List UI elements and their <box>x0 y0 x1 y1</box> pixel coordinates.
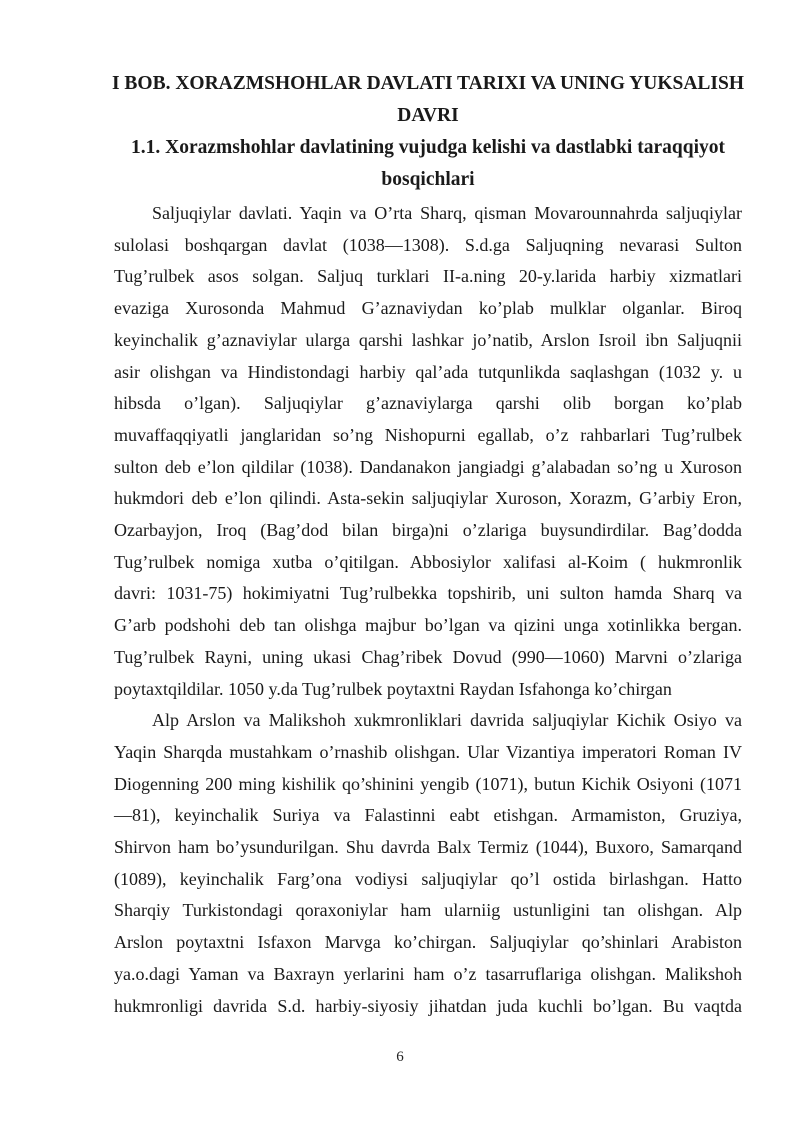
text-line: evaziga Xurosonda Mahmud G’aznaviydan ko’plab mulklar olganlar. Biroq <box>114 298 742 319</box>
body-text <box>114 198 742 1022</box>
chapter-title-line-1: I BOB. XORAZMSHOHLAR DAVLATI TARIXI VA UNING YUKSALISH <box>111 73 745 94</box>
text-line: hukmronligi davrida S.d. harbiy-siyosiy jihatdan juda kuchli bo’lgan. Bu vaqtda <box>114 995 742 1016</box>
section-title-line-1: 1.1. Xorazmshohlar davlatining vujudga kelishi va dastlabki taraqqiyot <box>131 137 725 158</box>
text-line: Shirvon ham bo’ysundurilgan. Shu davrda Balx Termiz (1044), Buxoro, Samarqand <box>114 837 742 858</box>
paragraph-alp-arslon-malikshoh <box>114 705 742 1022</box>
text-line: hukmdori deb e’lon qilindi. Asta-sekin saljuqiylar Xuroson, Xorazm, G’arbiy Eron, <box>114 488 742 509</box>
text-line: Diogenning 200 ming kishilik qo’shinini yengib (1071), butun Kichik Osiyoni (1071 <box>114 773 742 794</box>
text-line: asir olishgan va Hindistondagi harbiy qal’ada tutqunlikda saqlashgan (1032 y. u <box>114 361 742 382</box>
text-line: (1089), keyinchalik Farg’ona vodiysi saljuqiylar qo’l ostida birlashgan. Hatto <box>114 868 742 889</box>
text-line: Sharqiy Turkistondagi qoraxoniylar ham ularniig ustunligini tan olishgan. Alp <box>114 900 742 921</box>
heading-block <box>100 68 756 196</box>
chapter-title-line-2: DAVRI <box>397 105 459 126</box>
text-line: Tug’rulbek asos solgan. Saljuq turklari II-a.ning 20-y.larida harbiy xizmatlari <box>114 266 742 287</box>
text-line: Arslon poytaxtni Isfaxon Marvga ko’chirgan. Saljuqiylar qo’shinlari Arabiston <box>114 932 742 953</box>
text-line: Yaqin Sharqda mustahkam o’rnashib olishgan. Ular Vizantiya imperatori Roman IV <box>114 741 742 762</box>
text-line: sulton deb e’lon qildilar (1038). Dandanakon jangiadgi g’alabadan so’ng u Xuroson <box>114 456 742 477</box>
text-line: ya.o.dagi Yaman va Baxrayn yerlarini ham o’z tasarruflariga olishgan. Malikshoh <box>114 963 742 984</box>
text-line: Tug’rulbek Rayni, uning ukasi Chag’ribek Dovud (990—1060) Marvni o’zlariga <box>114 646 742 667</box>
paragraph-seljuk-state <box>114 198 742 705</box>
text-line: Tug’rulbek nomiga xutba o’qitilgan. Abbosiylor xalifasi al-Koim ( hukmronlik <box>114 551 742 572</box>
text-line: Ozarbayjon, Iroq (Bag’dod bilan birga)ni o’zlariga buysundirdilar. Bag’dodda <box>114 520 742 541</box>
text-line: —81), keyinchalik Suriya va Falastinni eabt etishgan. Armamiston, Gruziya, <box>114 805 742 826</box>
text-line: Saljuqiylar davlati. Yaqin va O’rta Sharq, qisman Movarounnahrda saljuqiylar <box>152 203 742 223</box>
text-line: sulolasi boshqargan davlat (1038—1308). S.d.ga Saljuqning nevarasi Sulton <box>114 234 742 255</box>
page-number: 6 <box>396 1049 404 1065</box>
text-line: G’arb podshohi deb tan olishga majbur bo’lgan va qizini unga xotinlikka bergan. <box>114 615 742 636</box>
text-line: Alp Arslon va Malikshoh xukmronliklari davrida saljuqiylar Kichik Osiyo va <box>152 710 742 731</box>
text-line: davri: 1031-75) hokimiyatni Tug’rulbekka topshirib, uni sulton hamda Sharq va <box>114 583 742 604</box>
text-line: hibsda o’lgan). Saljuqiylar g’aznaviylarga qarshi olib borgan ko’plab <box>114 393 742 414</box>
text-line: keyinchalik g’aznaviylar ularga qarshi lashkar jo’natib, Arslon Isroil ibn Saljuqnii <box>114 329 742 350</box>
section-title-line-2: bosqichlari <box>381 169 475 190</box>
text-line: muvaffaqqiyatli janglaridan so’ng Nishopurni egallab, o’z rahbarlari Tug’rulbek <box>114 424 742 445</box>
text-line: poytaxtqildilar. 1050 y.da Tug’rulbek poytaxtni Raydan Isfahonga ko’chirgan <box>114 678 672 699</box>
